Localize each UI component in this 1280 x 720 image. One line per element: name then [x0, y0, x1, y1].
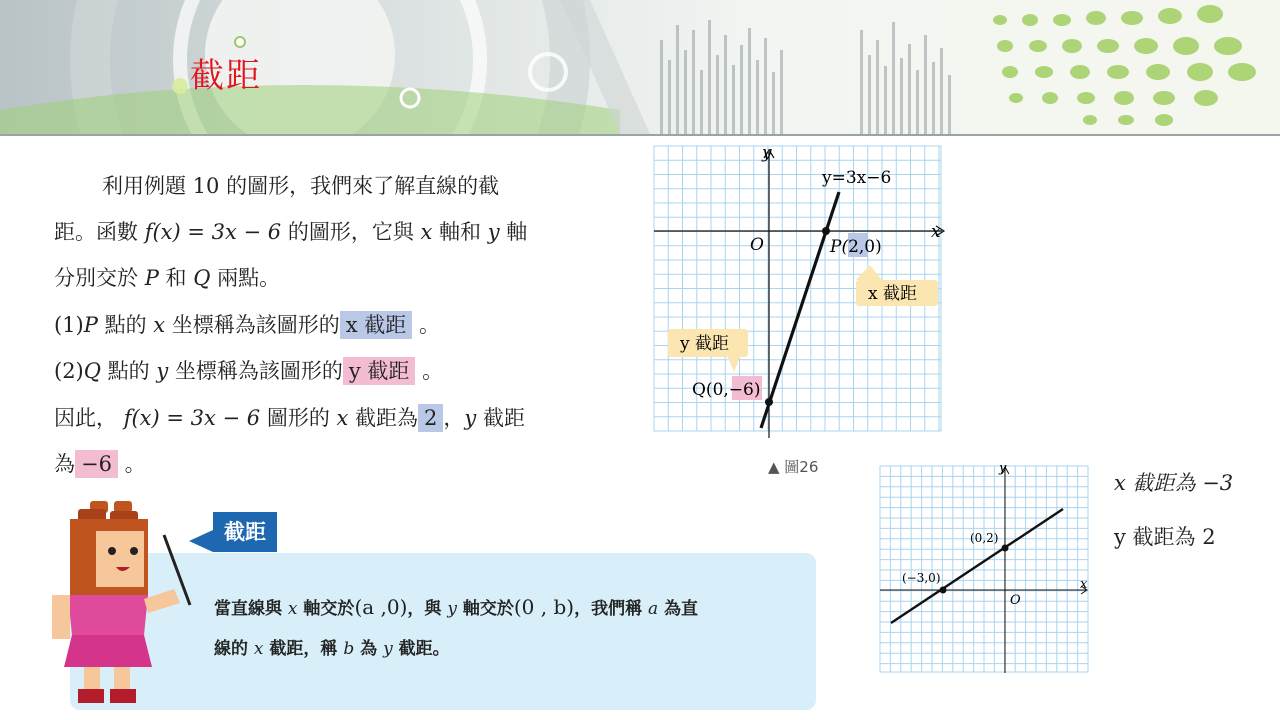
point-p: P: [144, 266, 159, 290]
var-y: y: [447, 599, 457, 619]
intro-line-3: [54, 255, 280, 301]
var-a: a: [648, 599, 659, 619]
definition-text: 軸交於: [297, 599, 355, 619]
x-intercept-note: [1114, 467, 1233, 497]
point-q: Q: [193, 266, 211, 290]
intro-line-1: [102, 163, 499, 209]
teacher-illustration: [48, 495, 198, 710]
y-intercept-marker: [1002, 545, 1009, 552]
y-intercept-callout-text: y 截距: [680, 334, 730, 354]
conclusion-line-1: [54, 395, 525, 441]
point-p-marker: [822, 227, 830, 235]
definition-line-2: [214, 634, 450, 659]
point-q: Q: [83, 359, 101, 383]
origin-label: O: [1010, 593, 1021, 608]
dress-top: [68, 595, 148, 635]
conclusion-text: 圖形的: [260, 406, 337, 430]
var-y: y: [464, 406, 477, 430]
conclusion-line-2: [54, 441, 146, 487]
x-intercept-point-label: (−3,0): [902, 571, 941, 585]
var-x: x: [287, 599, 298, 619]
x-callout-pointer: [856, 265, 882, 280]
left-shoe: [78, 689, 104, 703]
intro-text: 兩點。: [210, 266, 281, 290]
conclusion-text: 為: [54, 452, 75, 476]
intro-text: 分別交於: [54, 266, 145, 290]
item-number: (2): [54, 359, 84, 383]
var-y: y: [383, 639, 393, 659]
eye: [130, 547, 138, 555]
x-axis-label: x: [1080, 577, 1088, 592]
y-intercept-value: −6: [75, 450, 118, 478]
banner-title: 截距: [190, 56, 262, 96]
header-banner: [0, 0, 1280, 136]
conclusion-text: ，: [443, 406, 465, 430]
y-intercept-note: [1114, 521, 1216, 551]
definition-text: 截距。: [392, 639, 450, 659]
var-x: x: [153, 313, 166, 337]
line-equation-label: y=3x−6: [822, 168, 892, 188]
point-q-label: Q(0,−6): [692, 380, 761, 400]
conclusion-text: 因此，: [54, 406, 124, 430]
conclusion-text: 。: [117, 452, 146, 476]
x-intercept-callout-text: x 截距: [868, 284, 917, 304]
item-2: [54, 348, 443, 394]
left-arm: [52, 595, 70, 639]
definition-text: ，與: [407, 599, 448, 619]
graph-grid: [880, 466, 1088, 672]
x-intercept-marker: [940, 587, 947, 594]
function-expression: f(x) = 3x − 6: [123, 406, 261, 430]
var-y: y: [156, 359, 169, 383]
y-axis-label: y: [762, 143, 772, 163]
var-x: x: [253, 639, 264, 659]
face: [96, 531, 144, 587]
item-text: 坐標稱為該圖形的: [168, 359, 343, 383]
var-x: x 截距為 −3: [1114, 471, 1234, 495]
intro-text: 的圖形，它與: [281, 220, 421, 244]
right-shoe: [110, 689, 136, 703]
point-p: P: [83, 313, 98, 337]
item-text: 點的: [100, 359, 157, 383]
x-axis-label: x: [931, 222, 941, 242]
definition-tag: 截距: [213, 512, 277, 552]
x-intercept-value: 2: [418, 404, 443, 432]
note-text: y 截距為 2: [1114, 525, 1216, 549]
y-intercept-highlight: y 截距: [343, 357, 416, 385]
definition-line-1: [214, 594, 698, 619]
var-x: x: [420, 220, 433, 244]
definition-text: 當直線與: [214, 599, 288, 619]
definition-text: 軸交於: [456, 599, 514, 619]
y-axis-label: y: [999, 461, 1007, 476]
point-q-marker: [765, 398, 773, 406]
intro-text: 軸和: [432, 220, 488, 244]
graph-figure-26: [640, 138, 960, 438]
definition-text: 為: [354, 639, 384, 659]
dress-skirt: [64, 635, 152, 667]
var-b: b: [343, 639, 355, 659]
y-callout-pointer: [728, 357, 740, 372]
y-intercept-point-label: (0,2): [970, 531, 999, 545]
conclusion-text: 截距為: [348, 406, 419, 430]
intro-text: 距。函數: [54, 220, 145, 244]
origin-label: O: [750, 235, 764, 255]
var-y: y: [487, 220, 500, 244]
item-1: [54, 302, 440, 348]
graph-second: [870, 458, 1100, 680]
eye: [108, 547, 116, 555]
point-p-label: P(2,0): [830, 237, 882, 257]
definition-text: 為直: [658, 599, 699, 619]
item-text: 點的: [97, 313, 154, 337]
item-number: (1): [54, 313, 84, 337]
item-text: 。: [415, 359, 444, 383]
intro-text: 軸: [499, 220, 528, 244]
item-text: 。: [412, 313, 440, 337]
right-arm: [144, 589, 180, 613]
item-text: 坐標稱為該圖形的: [165, 313, 340, 337]
definition-text: 截距，稱: [263, 639, 344, 659]
point-a-0: (a ,0): [354, 595, 408, 619]
conclusion-text: 截距: [476, 406, 525, 430]
definition-text: ，我們稱: [574, 599, 648, 619]
var-x: x: [336, 406, 349, 430]
x-intercept-highlight: x 截距: [340, 311, 413, 339]
line-graph-2: [891, 509, 1063, 623]
figure-caption: ▲ 圖26: [768, 458, 819, 476]
intro-line-2: [54, 209, 527, 255]
function-expression: f(x) = 3x − 6: [144, 220, 282, 244]
intro-text: 和: [158, 266, 194, 290]
intro-text: 利用例題 10 的圖形，我們來了解直線的截: [102, 174, 500, 198]
definition-text: 線的: [214, 639, 254, 659]
point-0-b: (0 , b): [513, 595, 575, 619]
